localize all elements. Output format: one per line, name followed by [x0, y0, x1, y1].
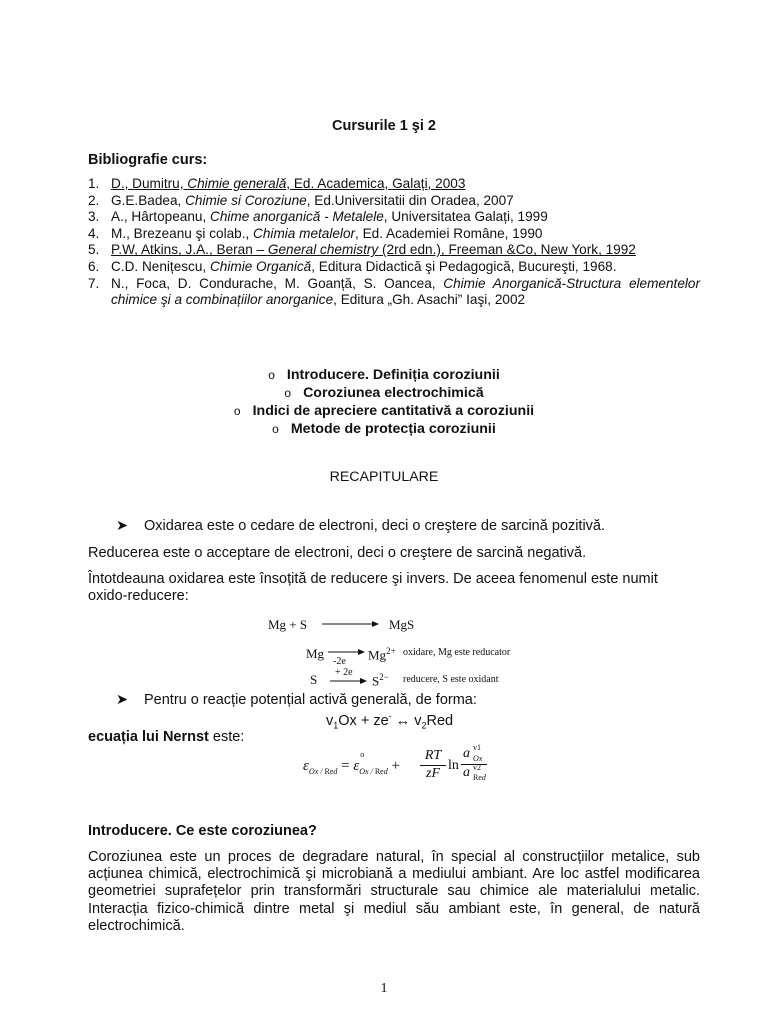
- page-number: 1: [380, 981, 388, 996]
- topic-item: o Introducere. Definiția coroziunii: [268, 367, 500, 383]
- reaction-1-arrow-icon: [322, 616, 382, 630]
- reaction-2-electrons: -2e: [333, 656, 346, 667]
- bullet-reaction: ➤ Pentru o reacție potențial activă generală, de forma:: [116, 692, 477, 708]
- page-title: Cursurile 1 şi 2: [332, 118, 436, 134]
- reference-item: 7. N., Foca, D. Condurache, M. Goanță, S. Oancea, Chimie Anorganică-Structura elementelor chimice şi a combinațiilor anorganice, Editura „Gh. Asachi” Iaşi, 2002: [88, 275, 700, 308]
- topic-item: o Coroziunea electrochimică: [284, 385, 484, 401]
- para-reduction: Reducerea este o acceptare de electroni, deci o creştere de sarcină negativă.: [88, 545, 587, 561]
- intro-text: Coroziunea este un proces de degradare natural, în special al construcțiilor metalice, sub acțiunea chimică, electrochimică şi microbiană a mediului ambiant. Are loc astfel modificarea geometriei suprafețelor prin transformări structurale sau chimice ale materialului metalic. Interacția fizico-chimică dintre metal şi mediul său ambiant este, în general, de natură electrochimică.: [88, 849, 700, 934]
- reaction-1-left: Mg + S: [268, 617, 308, 632]
- nernst-fraction-activity: a v1 Ox a v2 Red: [463, 743, 486, 782]
- topic-item: o Indici de apreciere cantitativă a coroziunii: [233, 403, 535, 419]
- reference-item: 2. G.E.Badea, Chimie si Coroziune, Ed.Universitatii din Oradea, 2007: [88, 192, 514, 208]
- reference-item: 6. C.D. Nenițescu, Chimie Organică, Editura Didactică şi Pedagogică, Bucureşti, 1968.: [88, 258, 617, 274]
- topic-item: o Metode de protecția coroziunii: [272, 421, 496, 437]
- nernst-equation: $\varepsilon_{Ox / Red} = \varepsilon$ o $_{Ox / Red}$ +: [303, 750, 400, 776]
- bullet-oxidation: ➤ Oxidarea este o cedare de electroni, deci o creştere de sarcină pozitivă.: [116, 518, 606, 534]
- bibliography-heading: Bibliografie curs:: [88, 152, 208, 168]
- reaction-3-right: $S^{2-}$: [372, 672, 389, 689]
- intro-heading: Introducere. Ce este coroziunea?: [88, 823, 317, 839]
- reference-item: 5. P.W, Atkins, J.A., Beran – General chemistry (2rd edn.), Freeman &Co, New York, 1992: [88, 242, 636, 258]
- recap-heading: RECAPITULARE: [329, 469, 439, 485]
- reaction-3-arrow-icon: [330, 674, 370, 688]
- arrow-bullet-icon: ➤: [116, 518, 129, 534]
- nernst-ln: ln: [448, 758, 459, 773]
- reaction-2-note: oxidare, Mg este reducator: [403, 647, 511, 658]
- reaction-3-electrons: + 2e: [335, 667, 353, 678]
- reaction-3-left: S: [310, 672, 318, 687]
- topics-list: [0, 366, 768, 438]
- reference-item: 4. M., Brezeanu şi colab., Chimia metalelor, Ed. Academiei Române, 1990: [88, 225, 543, 241]
- reaction-1-right: MgS: [389, 617, 415, 632]
- nernst-fraction-rt: RT zF: [420, 748, 446, 782]
- arrow-bullet-icon: ➤: [116, 692, 129, 708]
- reaction-3-note: reducere, S este oxidant: [403, 674, 499, 685]
- reaction-2-right: $Mg^{2+}$: [368, 646, 396, 663]
- general-reaction: $v_1Ox + ze^-$ ↔ $v_2Red$: [326, 711, 454, 731]
- bibliography-list: [88, 176, 700, 309]
- reaction-2-left: Mg: [306, 646, 325, 661]
- para-redox: Întotdeauna oxidarea este însoțită de reducere şi invers. De aceea fenomenul este numit oxido-reducere:: [88, 571, 658, 604]
- reference-item: 3. A., Hârtopeanu, Chime anorganică - Metalele, Universitatea Galați, 1999: [88, 209, 548, 225]
- nernst-label: ecuația lui Nernst este:: [88, 729, 245, 745]
- reference-item: 1. D., Dumitru, Chimie generală, Ed. Academica, Galați, 2003: [88, 176, 466, 191]
